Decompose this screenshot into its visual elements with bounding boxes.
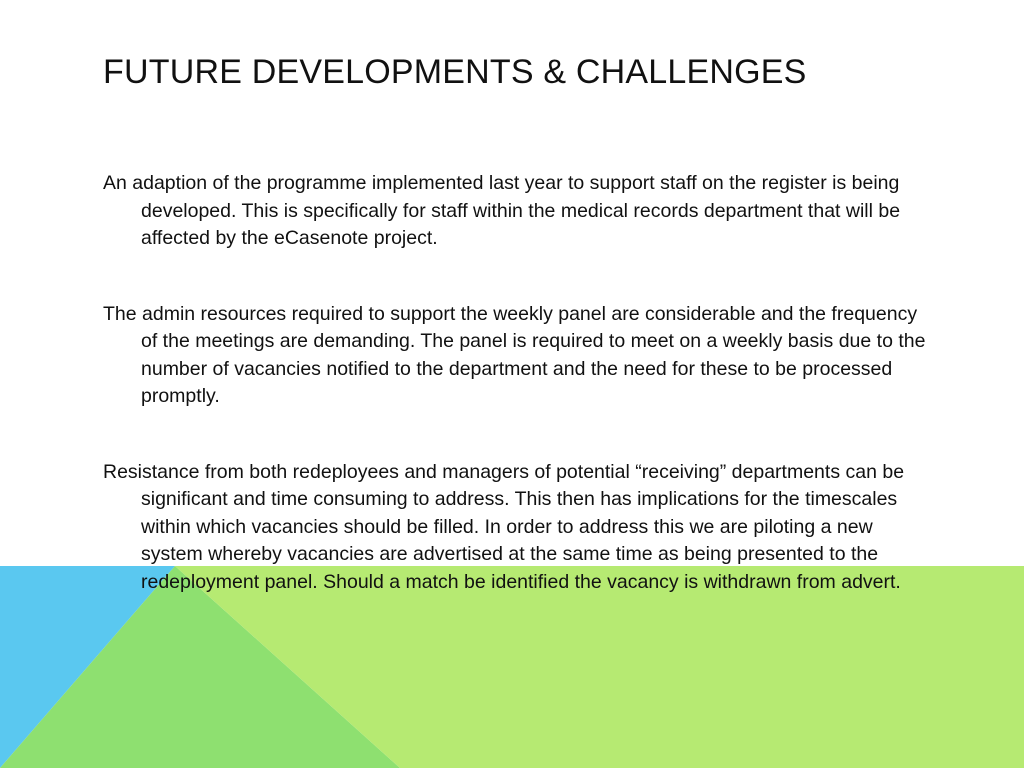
bullet-paragraph-ecasenote: An adaption of the programme implemented last year to support staff on the register is being developed. This is specifically for staff within the medical records department that will be affected by the eCasenote project. [103, 172, 901, 249]
bullet-list [103, 170, 933, 596]
slide-title: FUTURE DEVELOPMENTS & CHALLENGES [103, 53, 807, 91]
bullet-paragraph-resistance: Resistance from both redeployees and managers of potential “receiving” departments can be significant and time consuming to address. This then has implications for the timescales within which vacancies should be filled. In order to address this we are piloting a new system whereby vacancies are advertised at the same time as being presented to the redeployment panel. Should a match be identified the vacancy is withdrawn from advert. [103, 460, 905, 593]
bullet-paragraph-admin-resources: The admin resources required to support the weekly panel are considerable and the frequency of the meetings are demanding. The panel is required to meet on a weekly basis due to the number of vacancies notified to the department and the need for these to be processed promptly. [103, 302, 926, 407]
